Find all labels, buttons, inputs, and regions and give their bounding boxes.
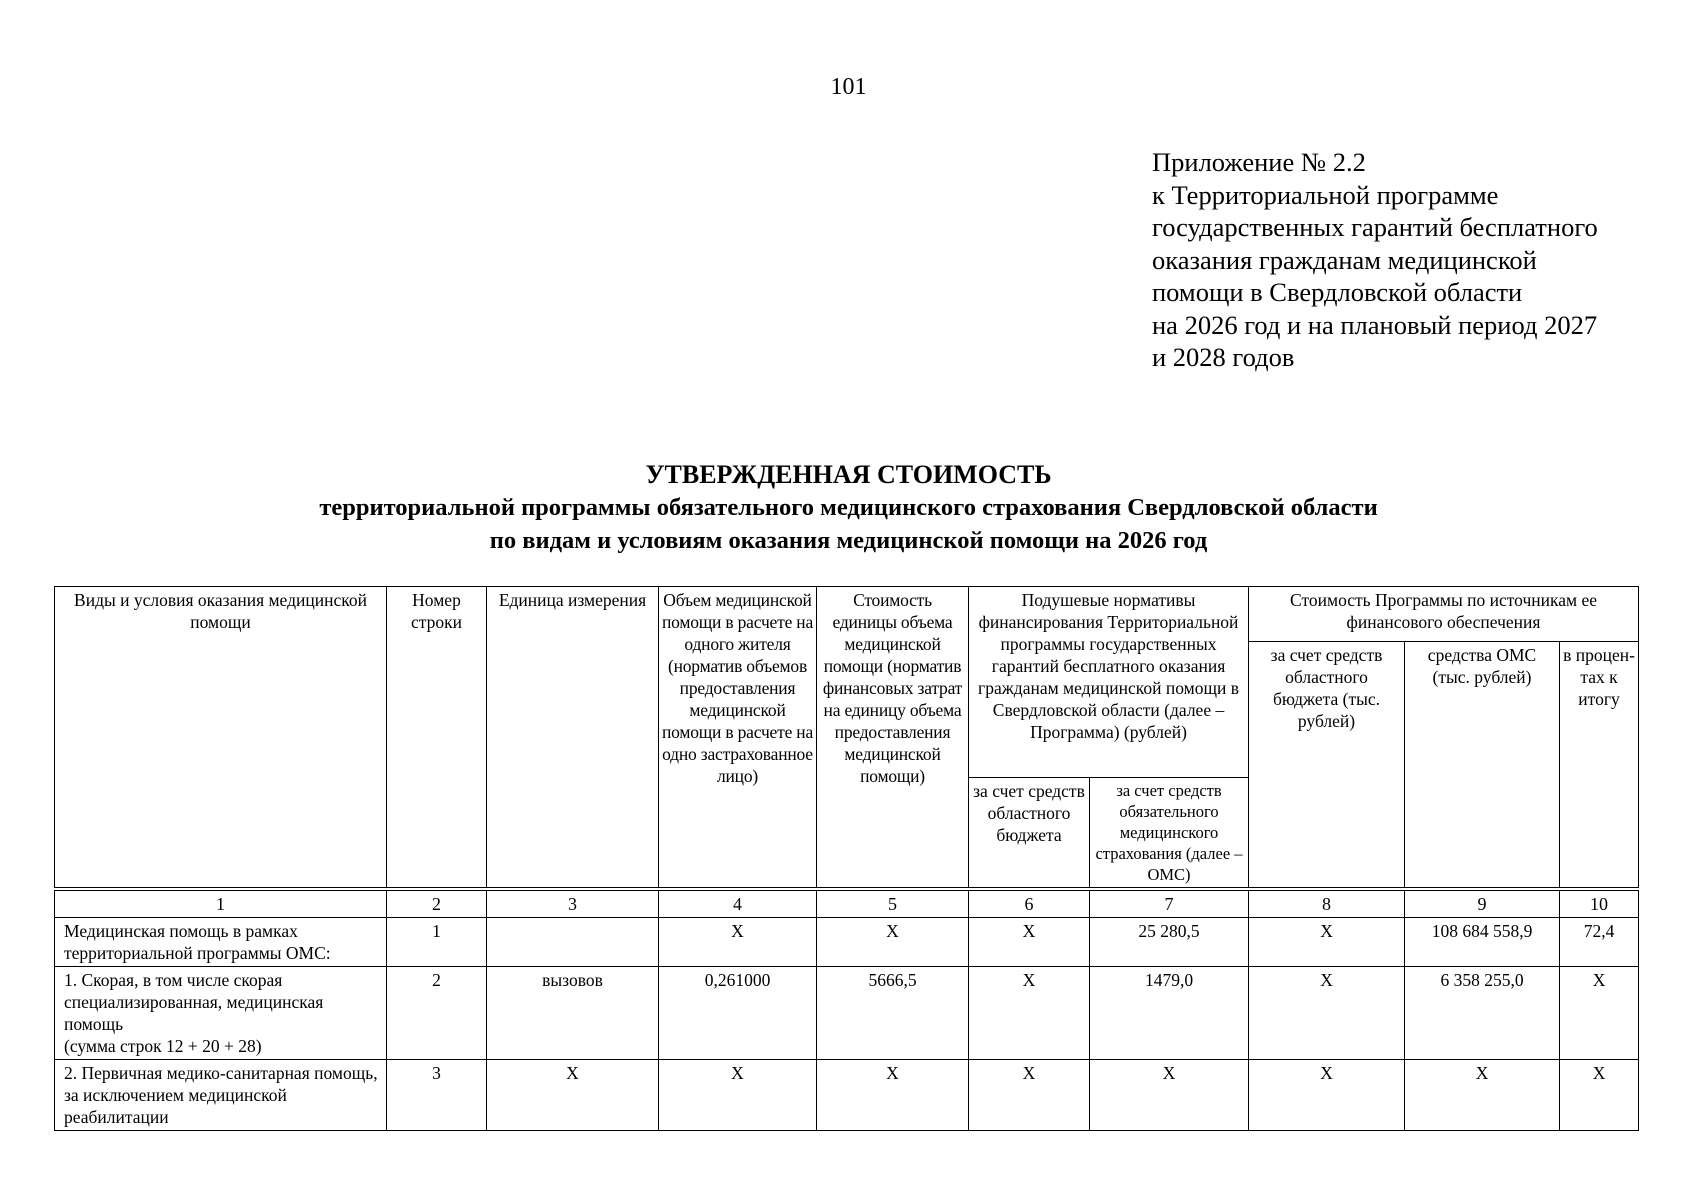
column-number: 1 <box>55 889 387 918</box>
table-row <box>55 918 1639 967</box>
title-main: УТВЕРЖДЕННАЯ СТОИМОСТЬ <box>645 460 1052 489</box>
title-line-3: по видам и условиям оказания медицинской помощи на 2026 год <box>489 527 1208 554</box>
header-program-cost: Стоимость Программы по источникам ее финансового обеспечения <box>1249 587 1639 642</box>
header-kinds: Виды и условия оказания медицинской помощи <box>55 587 387 890</box>
column-number: 8 <box>1249 889 1405 918</box>
appendix-line: к Территориальной программе <box>1152 179 1499 210</box>
row-percent: 72,4 <box>1560 918 1639 967</box>
row-budget-per-capita: Х <box>969 967 1090 1060</box>
row-name: Медицинская помощь в рамках территориальной программы ОМС: <box>55 918 387 967</box>
column-number: 6 <box>969 889 1090 918</box>
row-budget-total: Х <box>1249 1060 1405 1131</box>
page-number: 101 <box>830 74 867 100</box>
column-number: 10 <box>1560 889 1639 918</box>
row-name: 2. Первичная медико-санитарная помощь, за исключением медицинской реабилитации <box>55 1060 387 1131</box>
header-percent: в процен-тах к итогу <box>1560 642 1639 890</box>
header-unit: Единица измерения <box>487 587 659 890</box>
row-oms-per-capita: Х <box>1090 1060 1249 1131</box>
row-oms-per-capita: 25 280,5 <box>1090 918 1249 967</box>
row-budget-per-capita: Х <box>969 918 1090 967</box>
row-unit <box>487 918 659 967</box>
header-budget-total: за счет средств областного бюджета (тыс. рублей) <box>1249 642 1405 890</box>
appendix-line: на 2026 год и на плановый период 2027 <box>1152 309 1598 340</box>
header-oms-per-capita: за счет средств обязательного медицинского страхования (далее – ОМС) <box>1090 778 1249 890</box>
appendix-line: и 2028 годов <box>1152 342 1295 372</box>
row-unit: Х <box>487 1060 659 1131</box>
row-name: 1. Скорая, в том числе скорая специализированная, медицинская помощь (сумма строк 12 + 20 + 28) <box>55 967 387 1060</box>
document-title <box>0 458 1697 557</box>
row-volume: 0,261000 <box>659 967 817 1060</box>
appendix-line: государственных гарантий бесплатного <box>1152 212 1598 242</box>
row-unit-cost: 5666,5 <box>817 967 969 1060</box>
appendix-line: помощи в Свердловской области <box>1152 277 1523 307</box>
column-number: 9 <box>1405 889 1560 918</box>
table-row <box>55 1060 1639 1131</box>
appendix-line: оказания гражданам медицинской <box>1152 244 1537 275</box>
row-percent: Х <box>1560 1060 1639 1131</box>
appendix-note <box>1152 146 1672 374</box>
column-number: 4 <box>659 889 817 918</box>
table-row <box>55 967 1639 1060</box>
header-per-capita: Подушевые нормативы финансирования Территориальной программы государственных гарантий бесплатного оказания гражданам медицинской помощи в Свердловской области (далее – Программа) (рублей) <box>969 587 1249 778</box>
row-volume: Х <box>659 1060 817 1131</box>
row-budget-per-capita: Х <box>969 1060 1090 1131</box>
appendix-line: Приложение № 2.2 <box>1152 147 1366 177</box>
row-number: 1 <box>387 918 487 967</box>
row-number: 3 <box>387 1060 487 1131</box>
row-unit-cost: Х <box>817 1060 969 1131</box>
header-row-number: Номер строки <box>387 587 487 890</box>
column-number: 5 <box>817 889 969 918</box>
header-unit-cost: Стоимость единицы объема медицинской помощи (норматив финансовых затрат на единицу объема предоставления медицинской помощи) <box>817 587 969 890</box>
header-budget-per-capita: за счет средств областного бюджета <box>969 778 1090 890</box>
column-number: 2 <box>387 889 487 918</box>
column-number-row <box>55 889 1639 918</box>
row-budget-total: Х <box>1249 967 1405 1060</box>
row-unit: вызовов <box>487 967 659 1060</box>
row-budget-total: Х <box>1249 918 1405 967</box>
row-number: 2 <box>387 967 487 1060</box>
row-oms-per-capita: 1479,0 <box>1090 967 1249 1060</box>
row-oms-total: 108 684 558,9 <box>1405 918 1560 967</box>
header-row-1 <box>55 587 1639 642</box>
row-oms-total: 6 358 255,0 <box>1405 967 1560 1060</box>
header-volume: Объем медицинской помощи в расчете на одного жителя (норматив объемов предоставления медицинской помощи в расчете на одно застрахованное лицо) <box>659 587 817 890</box>
header-oms-total: средства ОМС (тыс. рублей) <box>1405 642 1560 890</box>
cost-table <box>54 586 1639 1131</box>
column-number: 3 <box>487 889 659 918</box>
row-unit-cost: Х <box>817 918 969 967</box>
title-line-2: территориальной программы обязательного медицинского страхования Свердловской области <box>319 494 1378 521</box>
row-oms-total: Х <box>1405 1060 1560 1131</box>
column-number: 7 <box>1090 889 1249 918</box>
row-percent: Х <box>1560 967 1639 1060</box>
row-volume: Х <box>659 918 817 967</box>
